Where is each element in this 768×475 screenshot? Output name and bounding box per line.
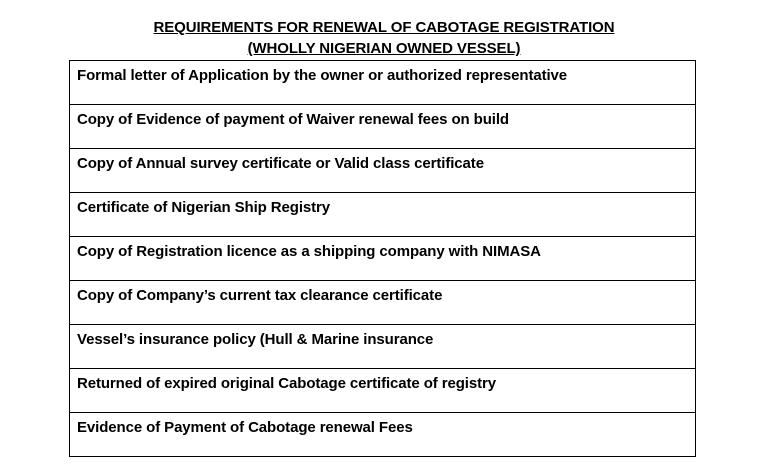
requirement-cell	[70, 281, 696, 325]
requirement-cell	[70, 149, 696, 193]
requirement-text: Evidence of Payment of Cabotage renewal Fees	[77, 419, 413, 436]
requirement-text: Copy of Company’s current tax clearance certificate	[77, 287, 443, 304]
requirements-table	[69, 60, 696, 457]
requirement-text: Copy of Registration licence as a shipping company with NIMASA	[77, 243, 541, 260]
table-row	[70, 281, 696, 325]
requirement-cell	[70, 325, 696, 369]
document-subtitle: (WHOLLY NIGERIAN OWNED VESSEL)	[247, 40, 521, 57]
table-row	[70, 193, 696, 237]
requirement-cell	[70, 61, 696, 105]
requirement-text: Vessel’s insurance policy (Hull & Marine insurance	[77, 331, 434, 348]
requirement-text: Copy of Annual survey certificate or Valid class certificate	[77, 155, 484, 172]
table-row	[70, 237, 696, 281]
requirement-text: Returned of expired original Cabotage certificate of registry	[77, 375, 496, 392]
table-row	[70, 105, 696, 149]
requirement-cell	[70, 413, 696, 457]
requirement-cell	[70, 237, 696, 281]
requirement-cell	[70, 193, 696, 237]
requirement-text: Formal letter of Application by the owner or authorized representative	[77, 67, 568, 84]
table-row	[70, 61, 696, 105]
table-row	[70, 149, 696, 193]
requirement-cell	[70, 369, 696, 413]
table-row	[70, 413, 696, 457]
table-row	[70, 325, 696, 369]
requirement-cell	[70, 105, 696, 149]
requirement-text: Certificate of Nigerian Ship Registry	[77, 199, 331, 216]
table-row	[70, 369, 696, 413]
requirement-text: Copy of Evidence of payment of Waiver renewal fees on build	[77, 111, 509, 128]
document-title: REQUIREMENTS FOR RENEWAL OF CABOTAGE REGISTRATION	[153, 19, 615, 36]
